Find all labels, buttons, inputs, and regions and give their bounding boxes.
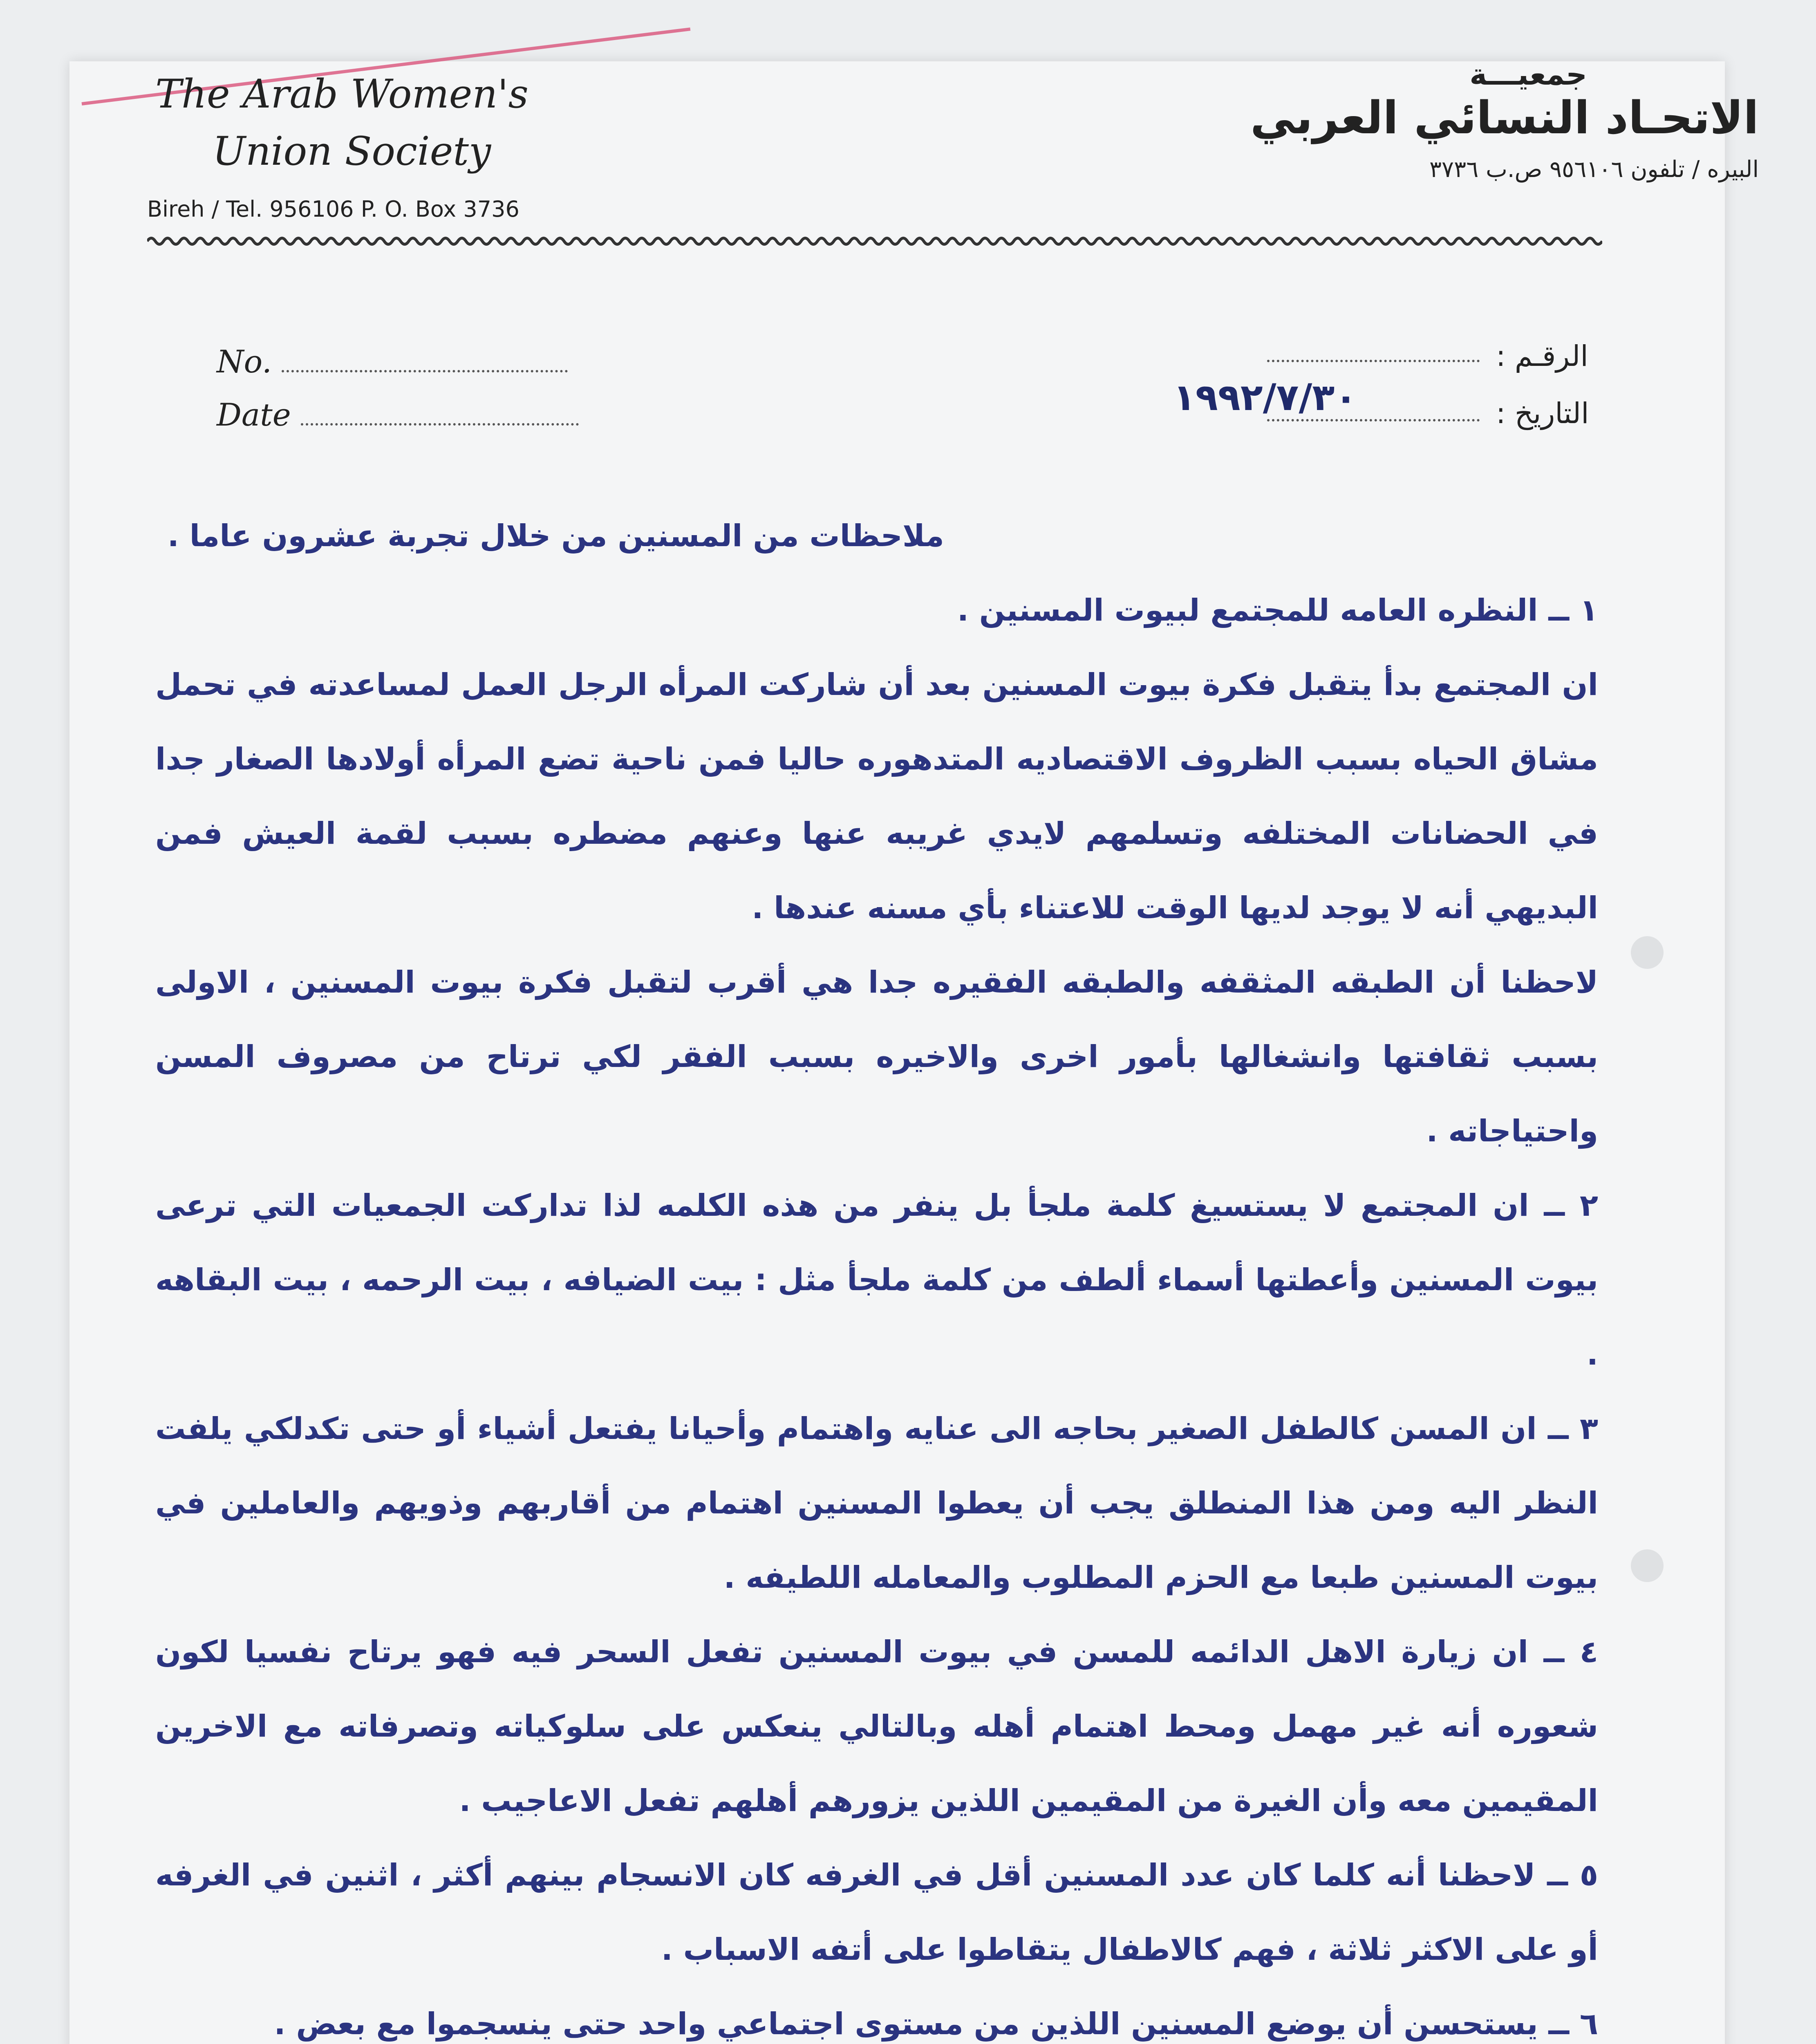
date-field (217, 397, 579, 433)
letter-title: ملاحظات من المسنين من خلال تجربة عشرون عاما . (167, 518, 944, 554)
letterhead-english (155, 65, 528, 180)
org-address-english: Bireh / Tel. 956106 P. O. Box 3736 (147, 196, 519, 222)
punch-hole (1631, 1549, 1664, 1582)
date-label: Date (217, 397, 291, 433)
body-paragraph: ان المجتمع بدأ يتقبل فكرة بيوت المسنين بعد أن شاركت المرأه الرجل العمل لمساعدته في تحمل مشاق الحياه بسبب الظروف الاقتصاديه المتدهوره حاليا فمن ناحية تضع المرأه أولادها الصغار جدا في الحضانات المختلفه وتسلمهم لايدي غريبه عنها وعنهم مضطره بسبب لقمة العيش فمن البديهي أنه لا يوجد لديها الوقت للاعتناء بأي مسنه عندها . (155, 667, 1598, 926)
org-name-line2: Union Society (213, 128, 491, 174)
ar-date-label: التاريخ : (1496, 397, 1589, 430)
no-label: No. (217, 343, 272, 380)
date-dotted-line (301, 423, 579, 426)
body-paragraph: ٤ ــ ان زيارة الاهل الدائمه للمسن في بيوت المسنين تفعل السحر فيه فهو يرتاح نفسيا لكون شعوره أنه غير مهمل ومحط اهتمام أهله وبالتالي ينعكس على سلوكياته وتصرفاته مع الاخرين المقيمين معه وأن الغيرة من المقيمين اللذين يزورهم أهلهم تفعل الاعاجيب . (155, 1634, 1598, 1818)
ar-no-label: الرقـم : (1496, 339, 1588, 373)
letterhead-divider (147, 233, 1602, 249)
no-field (217, 343, 568, 380)
ar-no-dotted-line (1267, 360, 1480, 362)
body-paragraph: ٢ ــ ان المجتمع لا يستسيغ كلمة ملجأ بل ينفر من هذه الكلمه لذا تداركت الجمعيات التي ترعى بيوت المسنين وأعطتها أسماء ألطف من كلمة ملجأ مثل : بيت الضيافه ، بيت الرحمه ، بيت البقاهه . (155, 1188, 1598, 1372)
body-paragraph: لاحظنا أن الطبقه المثقفه والطبقه الفقيره جدا هي أقرب لتقبل فكرة بيوت المسنين ، الاولى بسبب ثقافتها وانشغالها بأمور اخرى والاخيره بسبب الفقر لكي ترتاح من مصروف المسن واحتياجاته . (155, 965, 1598, 1149)
punch-hole (1631, 936, 1664, 969)
date-value: ١٩٩٢/٧/٣٠ (1173, 376, 1357, 419)
no-dotted-line (282, 370, 568, 372)
ar-date-dotted-line (1267, 419, 1480, 421)
body-paragraph: ٥ ــ لاحظنا أنه كلما كان عدد المسنين أقل في الغرفه كان الانسجام بينهم أكثر ، اثنين في الغرفه أو على الاكثر ثلاثة ، فهم كالاطفال يتقاطوا على أتفه الاسباب . (155, 1858, 1598, 1967)
body-paragraph: ٦ ــ يستحسن أن يوضع المسنين اللذين من مستوى اجتماعي واحد حتى ينسجموا مع بعض . (274, 2006, 1598, 2042)
org-address-arabic: البيره / تلفون ٩٥٦١٠٦ ص.ب ٣٧٣٦ (1429, 156, 1759, 183)
letterhead-arabic (1250, 57, 1759, 183)
body-paragraph: ٣ ــ ان المسن كالطفل الصغير بحاجه الى عنايه واهتمام وأحيانا يفتعل أشياء أو حتى تكدلكي يلفت النظر اليه ومن هذا المنطلق يجب أن يعطوا المسنين اهتمام من أقاربهم وذويهم والعاملين في بيوت المسنين طبعا مع الحزم المطلوب والمعامله اللطيفه . (155, 1411, 1598, 1595)
org-society-arabic: جمعيـــة (1469, 57, 1587, 92)
org-name-arabic: الاتحـاد النسائي العربي (1250, 92, 1759, 144)
letter-body (155, 499, 1598, 2044)
body-paragraph: ١ ــ النظره العامه للمجتمع لبيوت المسنين . (957, 593, 1598, 628)
org-name-line1: The Arab Women's (155, 71, 528, 117)
